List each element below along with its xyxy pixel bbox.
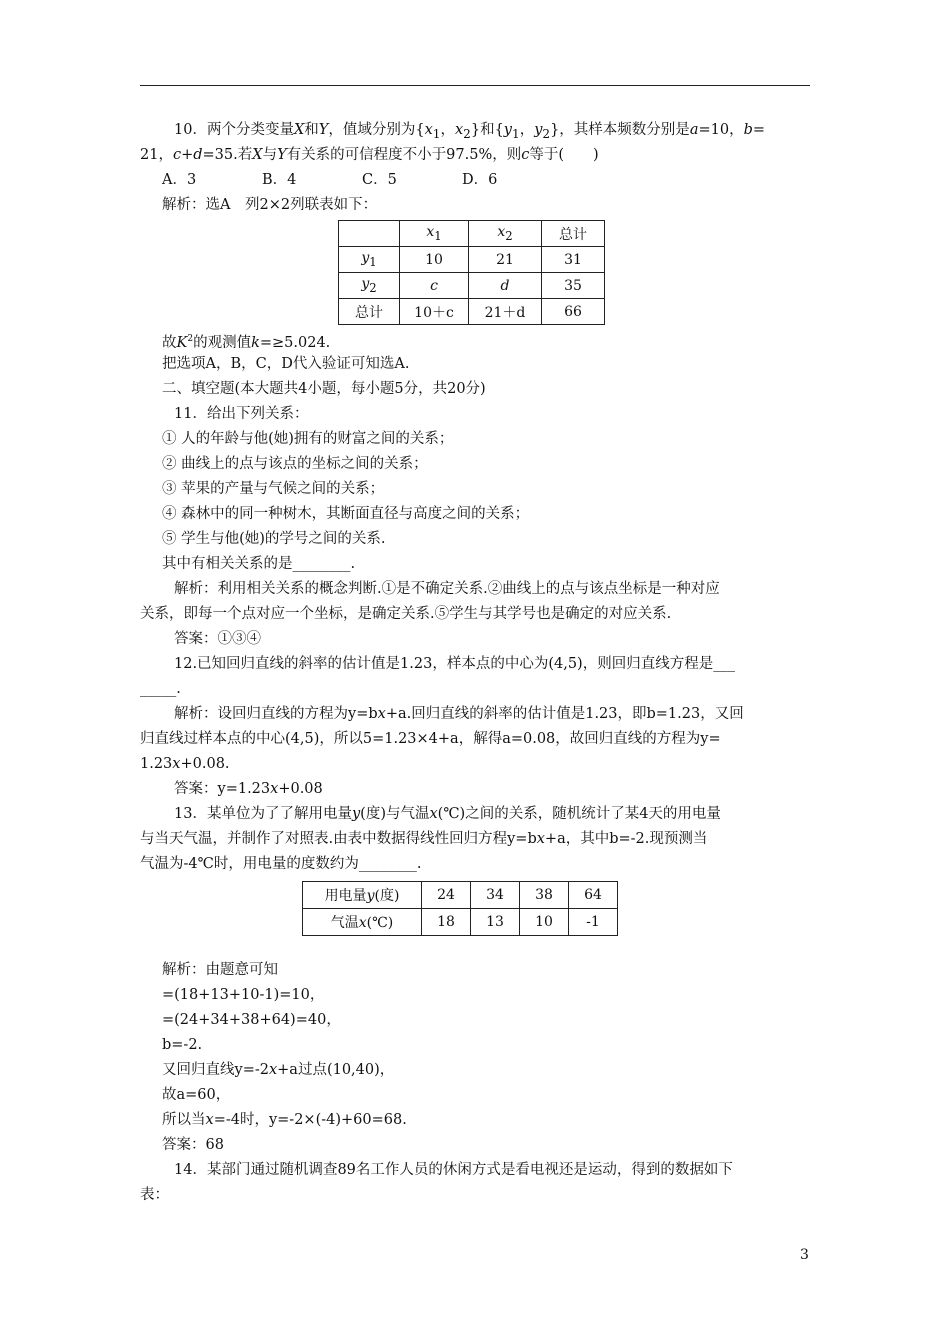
option-a: A．3: [162, 172, 197, 188]
table-row: [303, 909, 618, 936]
document-body: [140, 118, 812, 1208]
table-cell: 21＋d: [469, 299, 542, 325]
table-cell: 气温x(℃): [303, 909, 422, 936]
table-cell: 24: [422, 882, 471, 909]
list-item: ① 人的年龄与他(她)拥有的财富之间的关系；: [162, 431, 454, 447]
table-cell: 35: [542, 273, 605, 299]
q10-line1: 10．两个分类变量X和Y，值域分别为{$x_1$，$x_2$}和{$y_1$，$y_2$}，其样本频数分别是a=10，b=: [174, 122, 766, 141]
q10-line2: 21，c+d=35.若X与Y有关系的可信程度不小于97.5%，则c等于( ): [140, 147, 599, 163]
table-row: [339, 299, 605, 325]
q11-solution-line2: 关系，即每一个点对应一个坐标，是确定关系.⑤学生与其学号也是确定的对应关系.: [140, 606, 672, 622]
table-cell: $x_1$: [400, 221, 469, 247]
q13-solution-line: =(24+34+38+64)=40，: [162, 1012, 341, 1028]
q13-answer: 答案：68: [162, 1137, 224, 1153]
table-cell: 38: [520, 882, 569, 909]
table-cell: $y_2$: [339, 273, 400, 299]
q11-solution-line1: 解析：利用相关关系的概念判断.①是不确定关系.②曲线上的点与该点坐标是一种对应: [174, 581, 720, 597]
q11-question: 其中有相关关系的是________.: [162, 556, 356, 572]
table-cell: d: [469, 273, 542, 299]
list-item: ⑤ 学生与他(她)的学号之间的关系.: [162, 531, 386, 547]
section-heading: 二、填空题(本大题共4小题，每小题5分，共20分): [162, 381, 486, 397]
table-cell: $x_2$: [469, 221, 542, 247]
q12-line1: 12.已知回归直线的斜率的估计值是1.23，样本点的中心为(4,5)，则回归直线方程是___: [174, 656, 735, 672]
table-cell: 64: [569, 882, 618, 909]
table-cell: 用电量y(度): [303, 882, 422, 909]
q13-solution-a: 故a=60，: [162, 1087, 231, 1103]
table-cell: 31: [542, 247, 605, 273]
table-cell: $y_1$: [339, 247, 400, 273]
table-cell: 21: [469, 247, 542, 273]
q13-line3: 气温为-4℃时，用电量的度数约为________.: [140, 856, 422, 872]
q13-line1: 13．某单位为了了解用电量y(度)与气温x(℃)之间的关系，随机统计了某4天的用电量: [174, 806, 721, 822]
q12-solution-line1: 解析：设回归直线的方程为y=bx+a.回归直线的斜率的估计值是1.23，即b=1.23，又回: [174, 706, 744, 722]
q10-observed-value: 故$K^2$的观测值k=≥5.024.: [162, 334, 331, 351]
table-cell: [339, 221, 400, 247]
q11-answer: 答案：①③④: [174, 631, 261, 647]
q11-title: 11．给出下列关系：: [174, 406, 309, 422]
table-cell: 10＋c: [400, 299, 469, 325]
table-row: [339, 273, 605, 299]
q13-solution-intro: 解析：由题意可知: [162, 962, 278, 978]
table-row: [303, 882, 618, 909]
list-item: ② 曲线上的点与该点的坐标之间的关系；: [162, 456, 428, 472]
q12-line2: _____.: [140, 681, 181, 697]
list-item: ③ 苹果的产量与气候之间的关系；: [162, 481, 385, 497]
header-rule: [140, 85, 810, 86]
q13-solution-when: 所以当x=-4时，y=-2×(-4)+60=68.: [162, 1112, 407, 1128]
table-cell: 66: [542, 299, 605, 325]
table-cell: c: [400, 273, 469, 299]
table-cell: -1: [569, 909, 618, 936]
q12-solution-line2: 归直线过样本点的中心(4,5)，所以5=1.23×4+a，解得a=0.08，故回归直线的方程为y=: [140, 731, 721, 747]
table-cell: 总计: [339, 299, 400, 325]
q13-solution-line: =(18+13+10-1)=10，: [162, 987, 325, 1003]
contingency-table: [338, 220, 605, 325]
table-row: [339, 247, 605, 273]
q14-line1: 14．某部门通过随机调查89名工作人员的休闲方式是看电视还是运动，得到的数据如下: [174, 1162, 733, 1178]
q13-solution-pass: 又回归直线y=-2x+a过点(10,40)，: [162, 1062, 395, 1078]
q10-options: [140, 168, 812, 193]
q10-solution-intro: 解析：选A 列2×2列联表如下：: [162, 197, 378, 213]
option-b: B．4: [262, 172, 297, 188]
list-item: ④ 森林中的同一种树木，其断面直径与高度之间的关系；: [162, 506, 530, 522]
table-cell: 34: [471, 882, 520, 909]
q14-line2: 表：: [140, 1187, 169, 1203]
q13-line2: 与当天气温，并制作了对照表.由表中数据得线性回归方程y=bx+a，其中b=-2.现预测当: [140, 831, 708, 847]
electricity-temperature-table: [302, 881, 618, 936]
option-c: C．5: [362, 172, 397, 188]
q12-solution-line3: 1.23x+0.08.: [140, 756, 230, 772]
q10-conclusion: 把选项A，B，C，D代入验证可知选A.: [162, 356, 410, 372]
q13-solution-line: b=-2.: [162, 1037, 203, 1053]
table-cell: 13: [471, 909, 520, 936]
table-cell: 总计: [542, 221, 605, 247]
page-number: 3: [800, 1247, 809, 1263]
table-cell: 10: [520, 909, 569, 936]
table-cell: 18: [422, 909, 471, 936]
q12-answer: 答案：y=1.23x+0.08: [174, 781, 323, 797]
table-row: [339, 221, 605, 247]
table-cell: 10: [400, 247, 469, 273]
option-d: D．6: [462, 172, 498, 188]
